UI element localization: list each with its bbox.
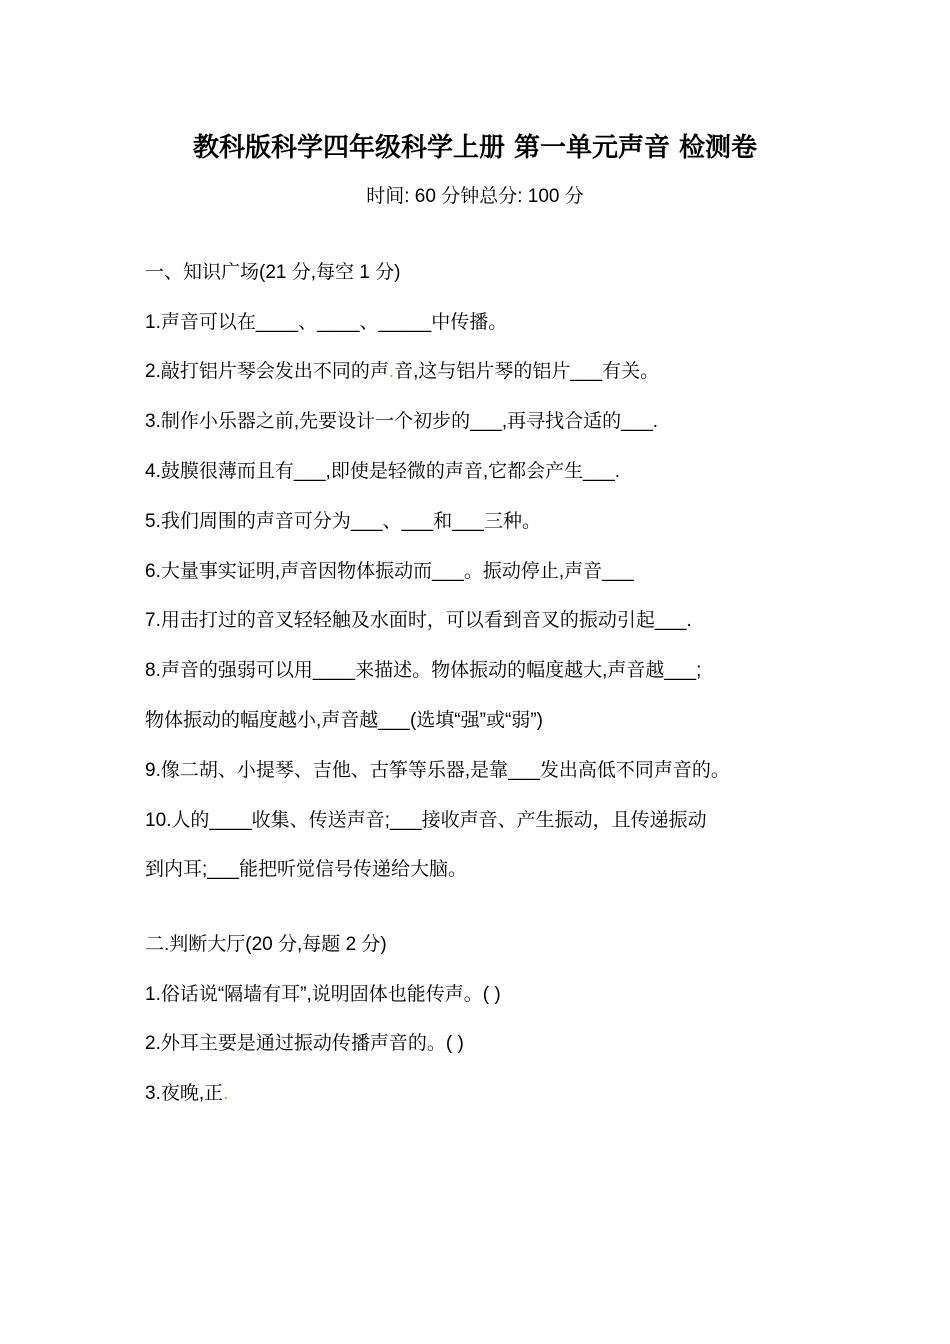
page-title: 教科版科学四年级科学上册 第一单元声音 检测卷: [192, 133, 758, 163]
question-1-8-line-2: 物体振动的幅度越小,声音越___(选填“强”或“弱”): [145, 710, 543, 731]
question-2-1: 1.俗话说“隔墙有耳”,说明固体也能传声。( ): [145, 984, 501, 1005]
question-1-2-part-a: 2.敲打铝片琴会发出不同的声: [145, 361, 389, 382]
section-2-heading: 二.判断大厅(20 分,每题 2 分): [145, 934, 387, 955]
section-1-heading: 一、知识广场(21 分,每空 1 分): [145, 262, 401, 283]
question-2-2: 2.外耳主要是通过振动传播声音的。( ): [145, 1033, 464, 1054]
question-1-2-part-b: 音,这与铝片琴的铝片___有关。: [394, 361, 660, 382]
question-1-9: 9.像二胡、小提琴、吉他、古筝等乐器,是靠___发出高低不同声音的。: [145, 760, 730, 781]
question-2-3: [145, 1079, 228, 1109]
exam-time-score: 时间: 60 分钟总分: 100 分: [366, 186, 584, 207]
question-1-10-line-2: 到内耳;___能把听觉信号传递给大脑。: [145, 859, 467, 880]
question-1-3: 3.制作小乐器之前,先要设计一个初步的___,再寻找合适的___.: [145, 411, 659, 432]
question-1-10-line-1: 10.人的____收集、传送声音;___接收声音、产生振动，且传递振动: [145, 810, 707, 831]
question-1-8-line-1: 8.声音的强弱可以用____来描述。物体振动的幅度越大,声音越___;: [145, 660, 702, 681]
question-1-2: [145, 357, 659, 387]
question-2-3-text: 3.夜晚,正: [145, 1083, 224, 1104]
question-1-1: 1.声音可以在____、____、_____中传播。: [145, 312, 508, 333]
cursor-mark: .: [388, 361, 395, 382]
question-1-5: 5.我们周围的声音可分为___、___和___三种。: [145, 511, 541, 532]
question-1-4: 4.鼓膜很薄而且有___,即使是轻微的声音,它都会产生___.: [145, 461, 621, 482]
question-1-7: 7.用击打过的音叉轻轻触及水面时，可以看到音叉的振动引起___.: [145, 610, 692, 631]
question-1-6: 6.大量事实证明,声音因物体振动而___。振动停止,声音___: [145, 561, 634, 582]
cursor-mark: .: [223, 1083, 229, 1104]
